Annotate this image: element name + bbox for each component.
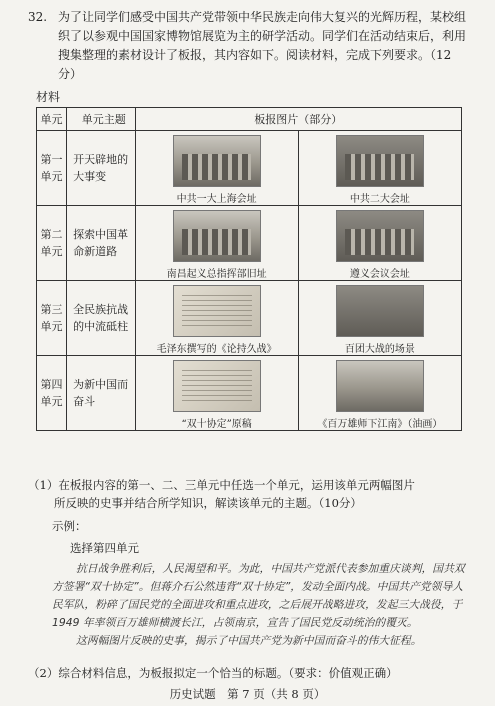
picture-cell: [298, 131, 461, 206]
picture-cell: [135, 131, 298, 206]
picture-cell: [298, 356, 461, 431]
table-row: [37, 281, 462, 356]
question-text: 为了让同学们感受中国共产党带领中华民族走向伟大复兴的光辉历程，某校组织了以参观中国国家博物馆展览为主的研学活动。同学们在活动结束后，利用搜集整理的素材设计了板报，其内容如下。阅读材料，完成下列要求。（12 分）: [58, 10, 467, 81]
subquestion-1: [28, 476, 468, 512]
theme-cell: 开天辟地的大事变: [67, 131, 135, 206]
picture-caption: 百团大战的场景: [344, 344, 415, 355]
example-body: 抗日战争胜利后，人民渴望和平。为此，中国共产党派代表参加重庆谈判，国共双方签署“双十协定”。但蒋介石公然违背“双十协定”，发动全面内战。中国共产党领导人民军队，粉碎了国民党的全面进攻和重点进攻，之后展开战略进攻，发起三大战役，于 1949 年率领百万雄师横渡长江，占领南京，宣告了国民党反动统治的覆灭。: [52, 562, 465, 629]
unit-cell: 第一单元: [37, 131, 67, 206]
theme-cell: 为新中国而奋斗: [67, 356, 135, 431]
picture-caption: 中共二大会址: [349, 194, 410, 205]
question-number: 32.: [28, 10, 48, 24]
site-photo: [173, 135, 261, 187]
table-row: [37, 356, 462, 431]
picture-caption: 遵义会议会址: [349, 269, 410, 280]
subquestion-1-line2: 所反映的史事并结合所学知识，解读该单元的主题。（10分）: [54, 496, 362, 510]
material-label: 材料: [36, 90, 61, 104]
board-table: [36, 107, 462, 431]
battle-photo: [336, 285, 424, 337]
table-header-row: [37, 108, 462, 131]
theme-cell: 探索中国革命新道路: [67, 206, 135, 281]
example-title: 选择第四单元: [70, 541, 139, 555]
theme-cell: 全民族抗战的中流砥柱: [67, 281, 135, 356]
example-label: 示例：: [52, 519, 87, 533]
question-stem: [28, 8, 468, 84]
header-unit: 单元: [37, 108, 67, 131]
picture-cell: [135, 356, 298, 431]
picture-cell: [135, 206, 298, 281]
picture-caption: 《百万雄师下江南》（油画）: [317, 419, 443, 430]
subquestion-1-line1: （1）在板报内容的第一、二、三单元中任选一个单元，运用该单元两幅图片: [28, 478, 415, 492]
picture-caption: 南昌起义总指挥部旧址: [166, 269, 267, 280]
table-row: [37, 131, 462, 206]
subquestion-2: （2）综合材料信息，为板报拟定一个恰当的标题。（要求：价值观正确）: [28, 666, 398, 680]
table-row: [37, 206, 462, 281]
picture-cell: [298, 206, 461, 281]
page-footer: 历史试题 第 7 页（共 8 页）: [169, 687, 326, 701]
unit-cell: 第三单元: [37, 281, 67, 356]
site-photo: [173, 210, 261, 262]
site-photo: [336, 135, 424, 187]
example-conclusion: 这两幅图片反映的史事，揭示了中国共产党为新中国而奋斗的伟大征程。: [76, 634, 422, 647]
picture-caption: “双十协定”原稿: [181, 419, 252, 430]
picture-caption: 毛泽东撰写的《论持久战》: [156, 344, 277, 355]
document-photo: [173, 360, 261, 412]
unit-cell: 第二单元: [37, 206, 67, 281]
picture-cell: [298, 281, 461, 356]
site-photo: [336, 210, 424, 262]
header-theme: 单元主题: [67, 108, 135, 131]
picture-caption: 中共一大上海会址: [176, 194, 257, 205]
picture-cell: [135, 281, 298, 356]
header-pictures: 板报图片（部分）: [135, 108, 461, 131]
unit-cell: 第四单元: [37, 356, 67, 431]
document-photo: [173, 285, 261, 337]
painting-photo: [336, 360, 424, 412]
